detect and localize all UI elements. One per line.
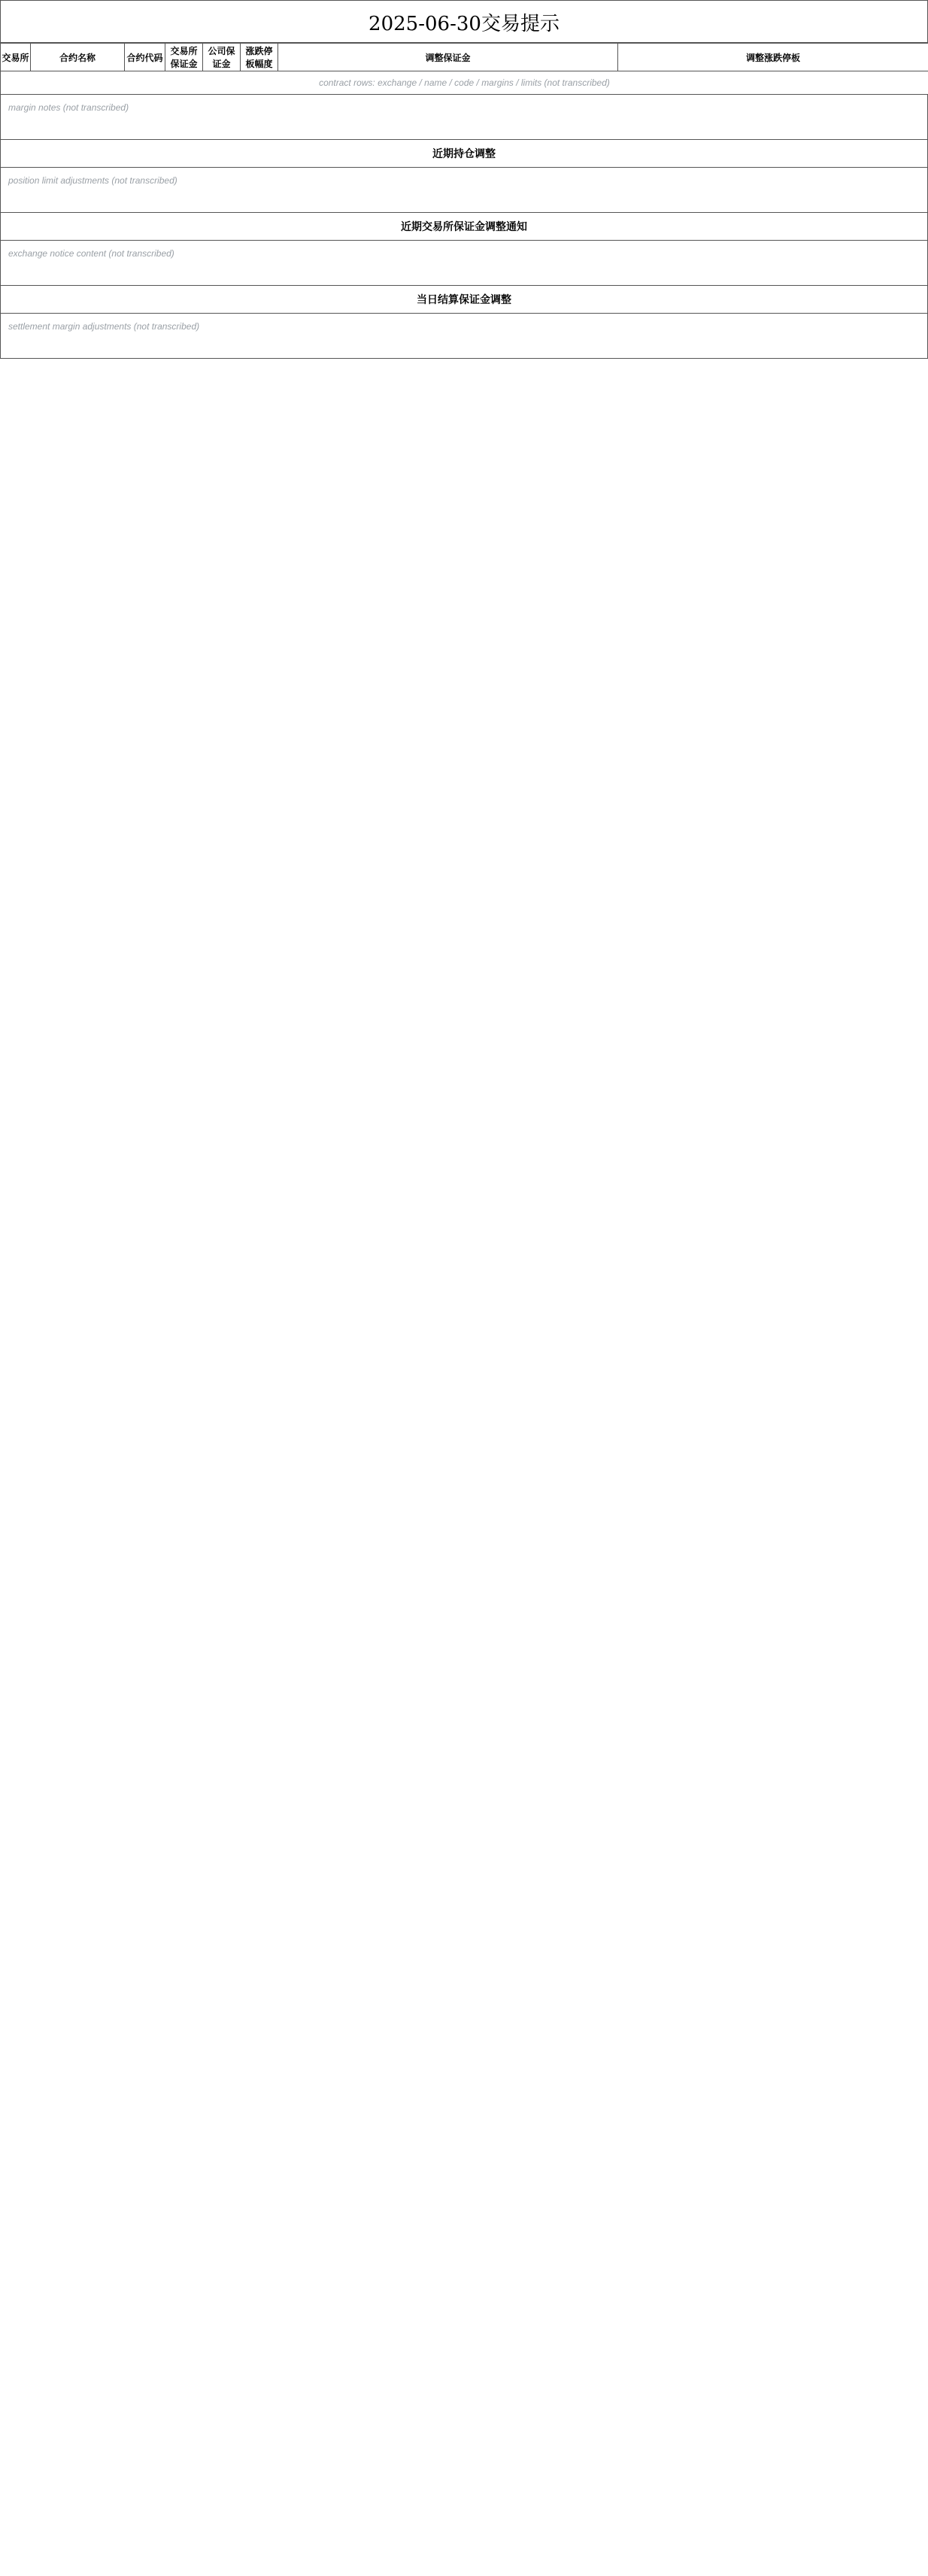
col-margin-adjust: 调整保证金 xyxy=(278,44,618,71)
margin-table xyxy=(0,43,928,95)
page-title: 2025-06-30交易提示 xyxy=(0,0,928,43)
note-placeholder: margin notes (not transcribed) xyxy=(8,102,129,113)
col-limit-adjust: 调整涨跌停板 xyxy=(618,44,928,71)
positions-section-body xyxy=(0,168,928,213)
notice-placeholder: exchange notice content (not transcribed) xyxy=(8,248,174,259)
table-header-row xyxy=(1,44,928,71)
settlement-section-body xyxy=(0,314,928,359)
page xyxy=(0,0,928,359)
settlement-placeholder: settlement margin adjustments (not transcribed) xyxy=(8,321,200,332)
col-contract-code: 合约代码 xyxy=(125,44,165,71)
table-row xyxy=(1,71,928,95)
col-contract-name: 合约名称 xyxy=(31,44,125,71)
col-company-margin: 公司保证金 xyxy=(203,44,241,71)
settlement-section-title: 当日结算保证金调整 xyxy=(0,286,928,314)
col-exchange: 交易所 xyxy=(1,44,31,71)
table-body-placeholder: contract rows: exchange / name / code / margins / limits (not transcribed) xyxy=(1,71,928,95)
note-block xyxy=(0,95,928,140)
positions-placeholder: position limit adjustments (not transcribed) xyxy=(8,175,177,186)
col-price-limit: 涨跌停板幅度 xyxy=(241,44,278,71)
notice-section-body xyxy=(0,241,928,286)
positions-section-title: 近期持仓调整 xyxy=(0,140,928,168)
col-exchange-margin: 交易所保证金 xyxy=(165,44,203,71)
notice-section-title: 近期交易所保证金调整通知 xyxy=(0,213,928,241)
